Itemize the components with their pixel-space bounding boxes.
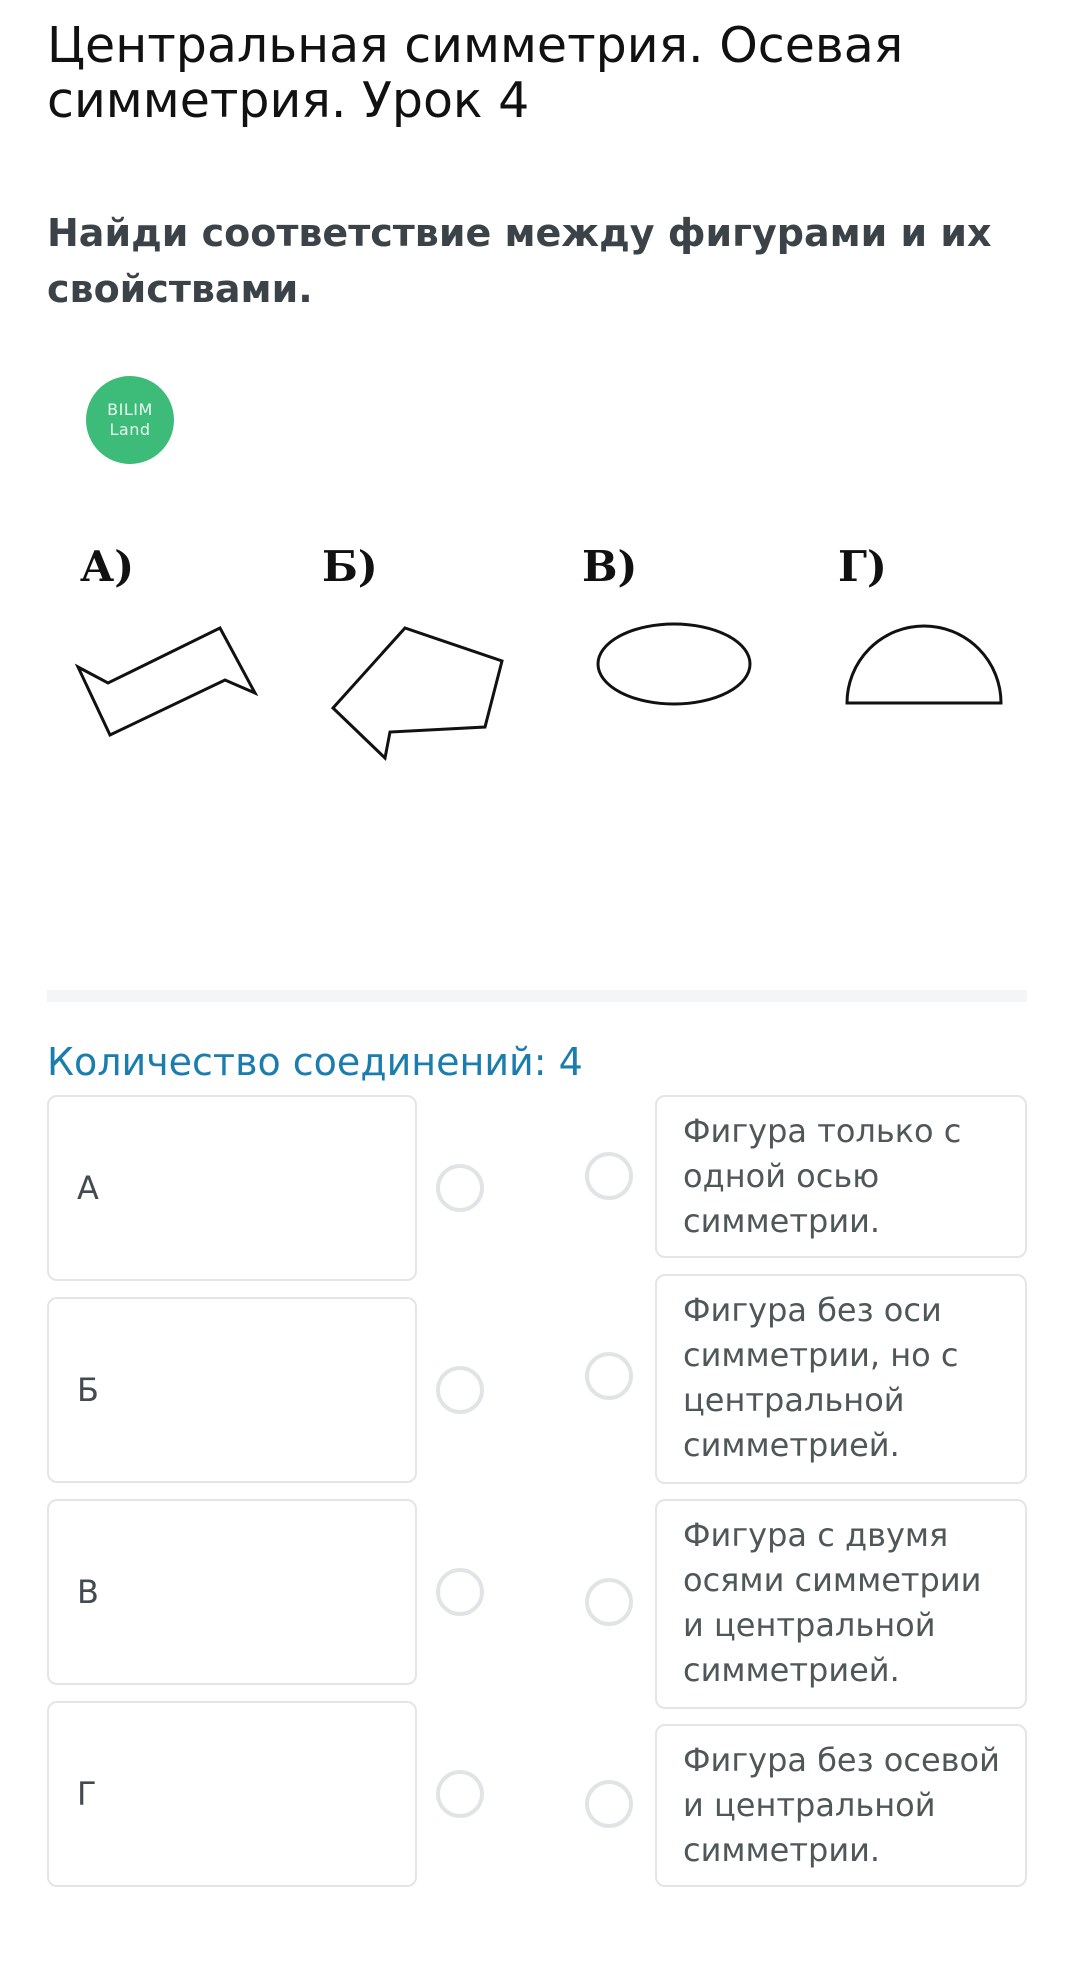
figures-drawing: [0, 540, 1067, 780]
right-connector-4[interactable]: [585, 1780, 633, 1828]
figure-g-shape: [847, 626, 1001, 703]
right-connector-2[interactable]: [585, 1352, 633, 1400]
left-item-label: Б: [77, 1371, 99, 1409]
left-connector-g[interactable]: [436, 1770, 484, 1818]
left-item-v[interactable]: [47, 1499, 417, 1685]
right-item-2[interactable]: [655, 1274, 1027, 1484]
figure-b-shape: [333, 628, 502, 758]
left-item-a[interactable]: [47, 1095, 417, 1281]
question-text: Найди соответствие между фигурами и их свойствами.: [47, 211, 992, 311]
right-item-3[interactable]: [655, 1499, 1027, 1709]
connections-count: Количество соединений: 4: [47, 1040, 583, 1084]
left-item-b[interactable]: [47, 1297, 417, 1483]
right-connector-3[interactable]: [585, 1578, 633, 1626]
figures-illustration: [0, 540, 1067, 780]
figure-a-shape: [78, 628, 255, 735]
right-item-1[interactable]: [655, 1095, 1027, 1258]
right-item-text: Фигура без оси симметрии, но с центральной симметрией.: [683, 1291, 959, 1464]
figure-label-a: А): [80, 542, 135, 591]
left-item-label: В: [77, 1573, 99, 1611]
left-connector-v[interactable]: [436, 1568, 484, 1616]
right-connector-1[interactable]: [585, 1152, 633, 1200]
left-connector-b[interactable]: [436, 1366, 484, 1414]
logo-text-line2: Land: [109, 420, 151, 439]
left-item-g[interactable]: [47, 1701, 417, 1887]
right-item-text: Фигура без осевой и центральной симметрии.: [683, 1741, 1000, 1869]
right-item-4[interactable]: [655, 1724, 1027, 1887]
right-item-text: Фигура только с одной осью симметрии.: [683, 1112, 962, 1240]
left-item-label: Г: [77, 1775, 97, 1813]
right-item-text: Фигура с двумя осями симметрии и центральной симметрией.: [683, 1516, 982, 1689]
figure-label-v: В): [582, 542, 638, 591]
logo-text-line1: BILIM: [107, 400, 153, 419]
figure-label-b: Б): [322, 542, 378, 591]
figure-label-g: Г): [838, 542, 887, 591]
section-divider: [47, 990, 1027, 1002]
page-title: Центральная симметрия. Осевая симметрия. Урок 4: [47, 17, 904, 129]
figure-v-shape: [598, 624, 750, 704]
left-item-label: А: [77, 1169, 99, 1207]
left-connector-a[interactable]: [436, 1164, 484, 1212]
bilimland-logo: [86, 376, 174, 464]
